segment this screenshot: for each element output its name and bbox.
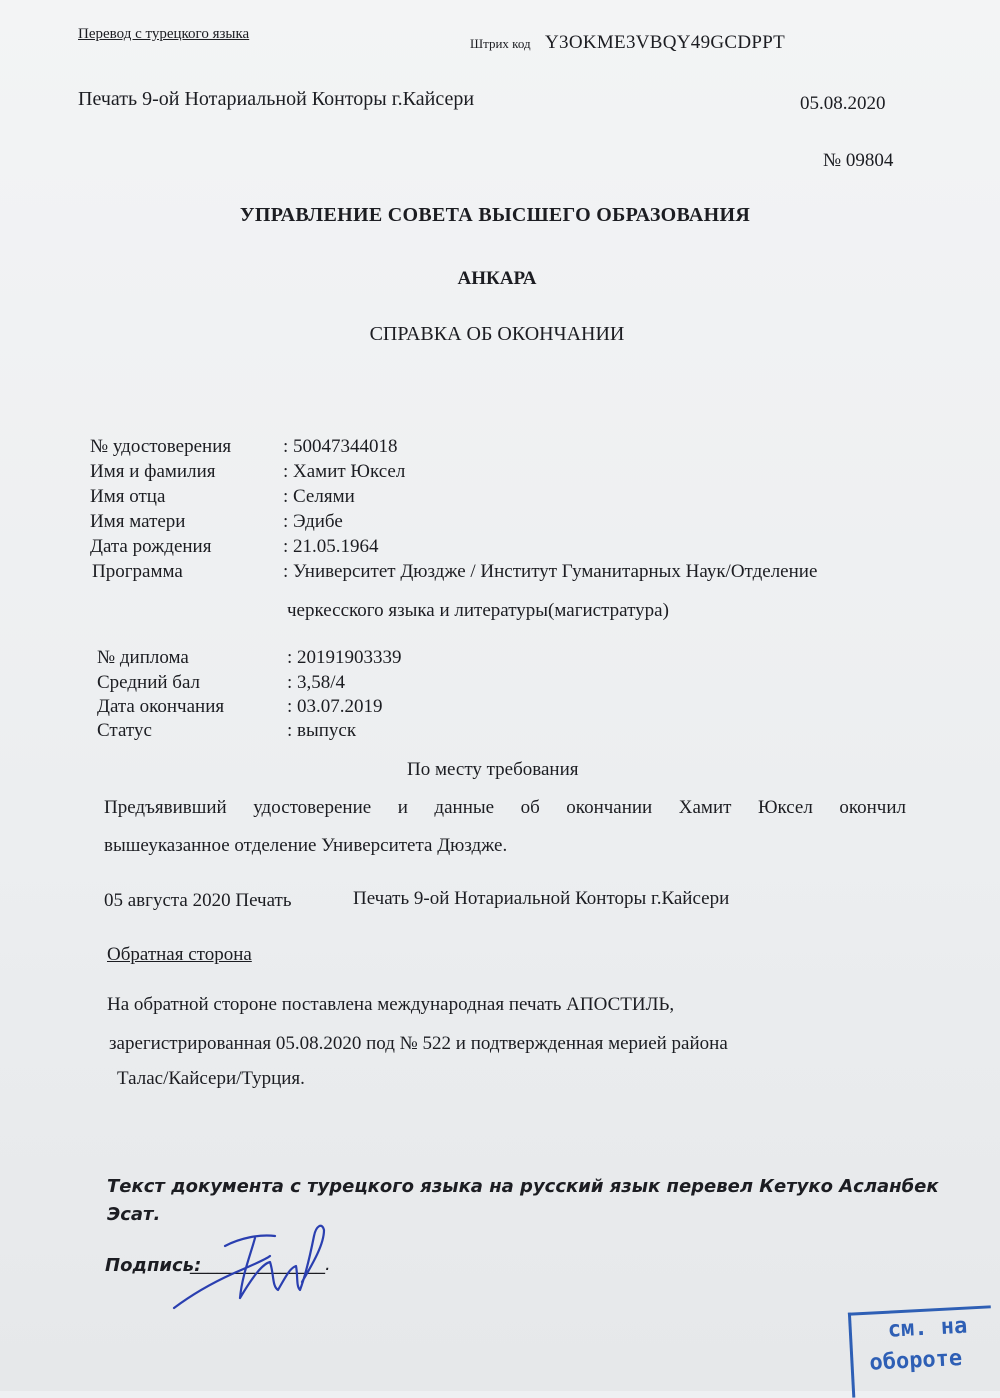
document-date: 05.08.2020 bbox=[800, 93, 886, 114]
notary-seal-line: Печать 9-ой Нотариальной Конторы г.Кайсери bbox=[78, 88, 475, 110]
reverse-line-1: На обратной стороне поставлена международная печать АПОСТИЛЬ, bbox=[107, 994, 675, 1015]
statement-word: окончил bbox=[839, 797, 906, 818]
field-row bbox=[97, 672, 897, 696]
field-label: № удостоверения bbox=[90, 436, 232, 457]
field-label: Средний бал bbox=[97, 672, 201, 693]
field-label: Дата рождения bbox=[90, 536, 212, 557]
field-value: : Эдибе bbox=[283, 511, 343, 532]
stamp-line-2: обороте bbox=[868, 1345, 963, 1376]
signature-line: _______________. bbox=[190, 1254, 331, 1275]
field-label: Имя отца bbox=[90, 486, 166, 507]
statement-word: Хамит bbox=[678, 797, 732, 818]
barcode-label: Штрих код bbox=[470, 36, 531, 51]
city-title: АНКАРА bbox=[457, 268, 537, 289]
place-note: По месту требования bbox=[407, 759, 579, 780]
signature-label: Подпись: bbox=[105, 1255, 202, 1276]
statement-word: Предъявивший bbox=[104, 797, 227, 818]
field-label: Имя и фамилия bbox=[90, 461, 216, 482]
field-row bbox=[97, 647, 897, 671]
field-row bbox=[90, 461, 910, 485]
field-row bbox=[97, 696, 897, 720]
stamp-line-1: см. на bbox=[887, 1313, 968, 1343]
reverse-heading: Обратная сторона bbox=[107, 944, 252, 965]
field-value: : 50047344018 bbox=[283, 436, 398, 457]
statement-word: окончании bbox=[566, 797, 653, 818]
field-label: Дата окончания bbox=[97, 696, 225, 717]
field-value: : Селями bbox=[283, 486, 355, 507]
statement-word: Юксел bbox=[757, 797, 813, 818]
statement-word: данные bbox=[434, 797, 495, 818]
field-value: : 21.05.1964 bbox=[283, 536, 379, 557]
document-number: № 09804 bbox=[823, 150, 894, 171]
field-row bbox=[90, 436, 910, 460]
document-type-title: СПРАВКА ОБ ОКОНЧАНИИ bbox=[369, 323, 625, 345]
signature-scribble-icon bbox=[170, 1216, 360, 1316]
field-value: : 03.07.2019 bbox=[287, 696, 383, 717]
field-value: : Университет Дюздже / Институт Гуманитарных Наук/Отделение bbox=[283, 561, 818, 582]
field-label: № диплома bbox=[97, 647, 189, 668]
statement-line-1 bbox=[104, 797, 906, 819]
see-reverse-stamp bbox=[848, 1305, 995, 1397]
field-value: : 3,58/4 bbox=[287, 672, 346, 693]
statement-word: удостоверение bbox=[253, 797, 372, 818]
statement-word: и bbox=[397, 797, 408, 818]
field-value: : выпуск bbox=[287, 720, 357, 741]
reverse-line-2: зарегистрированная 05.08.2020 под № 522 и подтвержденная мерией района bbox=[109, 1033, 728, 1054]
translation-note: Перевод с турецкого языка bbox=[78, 26, 250, 42]
field-label: Статус bbox=[97, 720, 152, 741]
field-row bbox=[90, 536, 910, 560]
translator-line-1: Текст документа с турецкого языка на русский язык перевел Кетуко Асланбек bbox=[107, 1176, 939, 1197]
org-title: УПРАВЛЕНИЕ СОВЕТА ВЫСШЕГО ОБРАЗОВАНИЯ bbox=[239, 204, 751, 226]
translator-line-2: Эсат. bbox=[107, 1204, 161, 1225]
field-label: Имя матери bbox=[90, 511, 186, 532]
field-row bbox=[90, 511, 910, 535]
field-row bbox=[97, 720, 897, 744]
statement-word: об bbox=[520, 797, 540, 818]
date-seal-right: Печать 9-ой Нотариальной Конторы г.Кайсери bbox=[353, 888, 730, 909]
statement-line-2: вышеуказанное отделение Университета Дюздже. bbox=[104, 835, 508, 856]
field-value: : 20191903339 bbox=[287, 647, 402, 668]
field-value: : Хамит Юксел bbox=[283, 461, 406, 482]
date-seal-left: 05 августа 2020 Печать bbox=[104, 890, 292, 911]
barcode-value: Y3OKME3VBQY49GCDPPT bbox=[545, 32, 786, 53]
reverse-line-3: Талас/Кайсери/Турция. bbox=[117, 1068, 305, 1089]
field-row bbox=[92, 561, 912, 585]
field-label: Программа bbox=[92, 561, 183, 582]
program-continuation: черкесского языка и литературы(магистратура) bbox=[287, 600, 669, 621]
field-row bbox=[90, 486, 910, 510]
